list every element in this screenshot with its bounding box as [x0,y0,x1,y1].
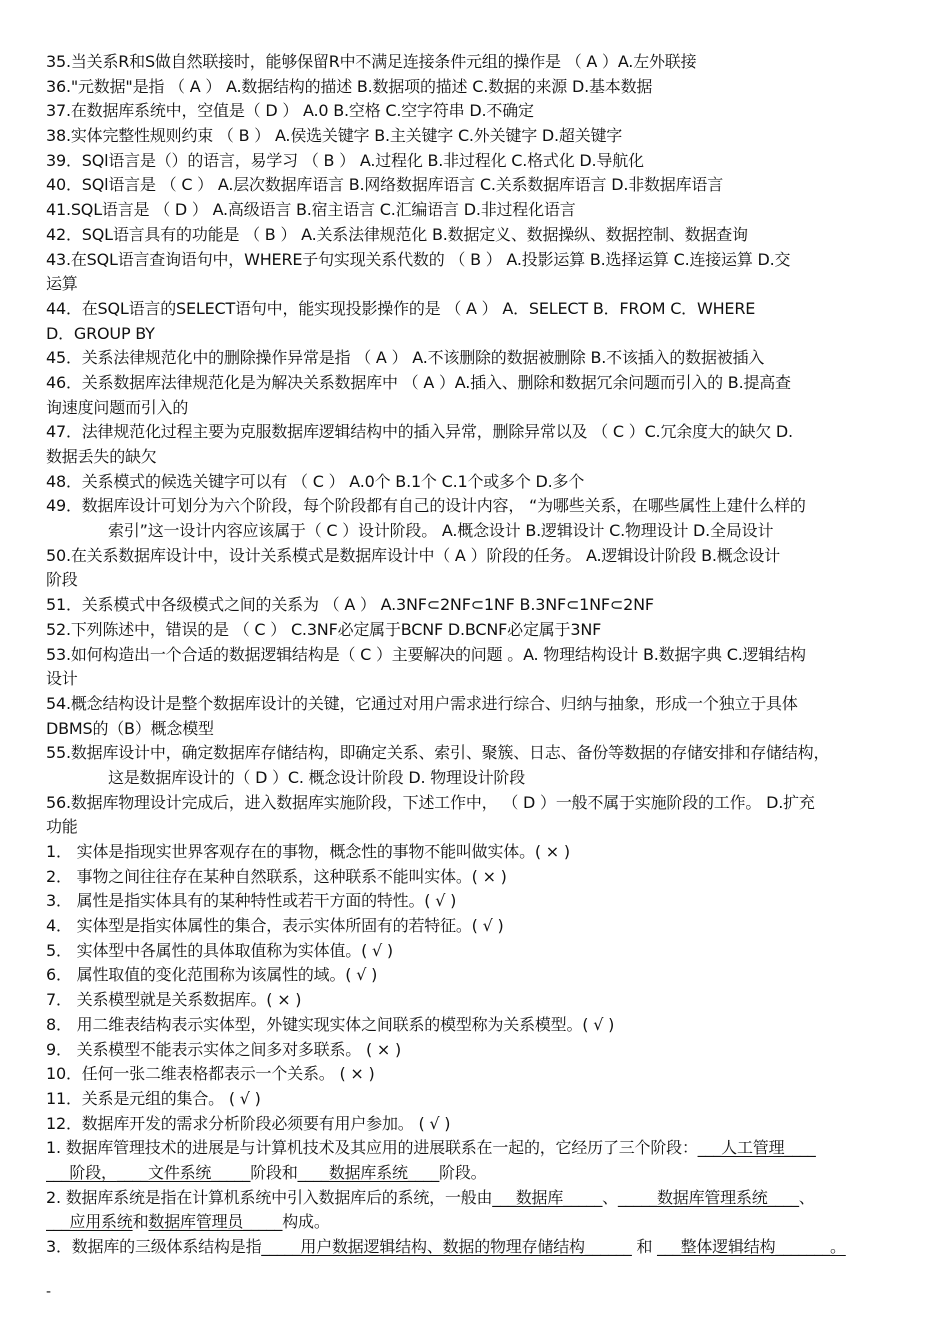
question-46-line2: 询速度问题而引入的 [46,397,189,417]
fill-2-answer-4: 数据库管理员_____ [148,1212,283,1232]
question-43-line2: 运算 [46,274,78,294]
fill-2-answer-3: ___应用系统 [46,1212,133,1232]
fill-2-answer-2: _____数据库管理系统____ [617,1187,799,1207]
fill-1-connector: 阶段和 [250,1162,298,1182]
fill-3-line1 [46,1235,912,1260]
question-55-line2: 这是数据库设计的（ D ）C. 概念设计阶段 D. 物理设计阶段 [108,767,526,787]
fill-2-connector: 和 [132,1212,149,1232]
question-45: 45．关系法律规范化中的删除操作异常是指 （ A ） A.不该删除的数据被删除 B.不该插入的数据被插入 [46,348,765,368]
fill-2-sep-2: 、 [798,1187,815,1207]
fill-1-line1 [46,1136,912,1161]
fill-1-answer-1: ___人工管理____ [697,1138,816,1158]
fill-1-answer-2: ____文件系统_____ [116,1162,251,1182]
fill-1-blank-tail: ___阶段， [46,1162,117,1182]
judgement-10: 10．任何一张二维表格都表示一个关系。 ( × ) [46,1064,375,1084]
question-43-line1: 43.在SQL语言查询语句中，WHERE子句实现关系代数的 （ B ） A.投影运算 B.选择运算 C.连接运算 D.交 [46,249,791,269]
question-39: 39．SQl语言是（）的语言，易学习 （ B ） A.过程化 B.非过程化 C.格式化 D.导航化 [46,150,644,170]
judgement-4: 4． 实体型是指实体属性的集合，表示实体所固有的若特征。( √ ) [46,916,504,936]
document-page [46,50,912,1260]
question-49-line2: 索引”这一设计内容应该属于（ C ）设计阶段。 A.概念设计 B.逻辑设计 C.物理设计 D.全局设计 [108,521,774,541]
question-50-line2: 阶段 [46,570,78,590]
question-37: 37.在数据库系统中，空值是（ D ） A.0 B.空格 C.空字符串 D.不确定 [46,101,534,121]
fill-2-line2 [46,1210,912,1235]
question-52: 52.下列陈述中，错误的是 （ C ） C.3NF必定属于BCNF D.BCNF必定属于3NF [46,619,602,639]
question-47-line1: 47．法律规范化过程主要为克服数据库逻辑结构中的插入异常，删除异常以及 （ C ）C.冗余度大的缺欠 D. [46,422,793,442]
fill-2-answer-1: ___数据库_____ [492,1187,603,1207]
fill-1-end: 阶段。 [439,1162,487,1182]
judgement-5: 5． 实体型中各属性的具体取值称为实体值。( √ ) [46,940,393,960]
question-44-line2: D．GROUP BY [46,323,155,343]
judgement-8: 8． 用二维表结构表示实体型，外键实现实体之间联系的模型称为关系模型。( √ ) [46,1014,615,1034]
question-55-line1: 55.数据库设计中，确定数据库存储结构，即确定关系、索引、聚簇、日志、备份等数据的存储安排和存储结构， [46,743,830,763]
question-56-line1: 56.数据库物理设计完成后，进入数据库实施阶段，下述工作中， （ D ）一般不属于实施阶段的工作。 D.扩充 [46,792,815,812]
question-50-line1: 50.在关系数据库设计中，设计关系模式是数据库设计中（ A ）阶段的任务。 A.逻辑设计阶段 B.概念设计 [46,545,780,565]
fill-3-connector: 和 [631,1237,658,1256]
fill-3-answer-1: _____用户数据逻辑结构、数据的物理存储结构______ [261,1237,632,1256]
fill-1-answer-3: ____数据库系统____ [297,1162,440,1182]
judgement-2: 2． 事物之间往往存在某种自然联系，这种联系不能叫实体。( × ) [46,866,507,886]
question-36: 36."元数据"是指 （ A ） A.数据结构的描述 B.数据项的描述 C.数据的来源 D.基本数据 [46,76,653,96]
question-38: 38.实体完整性规则约束 （ B ） A.侯选关键字 B.主关键字 C.外关键字 D.超关键字 [46,126,623,146]
judgement-9: 9． 关系模型不能表示实体之间多对多联系。 ( × ) [46,1039,402,1059]
fill-2-prompt: 2. 数据库系统是指在计算机系统中引入数据库后的系统，一般由 [46,1187,493,1207]
fill-1-line2 [46,1161,912,1186]
judgement-12: 12．数据库开发的需求分析阶段必须要有用户参加。 ( √ ) [46,1113,451,1133]
question-53-line2: 设计 [46,669,78,689]
judgement-1: 1． 实体是指现实世界客观存在的事物，概念性的事物不能叫做实体。( × ) [46,842,570,861]
question-41: 41.SQL语言是 （ D ） A.高级语言 B.宿主语言 C.汇编语言 D.非过程化语言 [46,200,576,220]
fill-3-answer-2: ___整体逻辑结构_______ [657,1237,830,1256]
question-48: 48．关系模式的候选关键字可以有 （ C ） A.0个 B.1个 C.1个或多个 D.多个 [46,471,585,491]
fill-2-end: 构成。 [282,1212,330,1232]
question-42: 42．SQL语言具有的功能是 （ B ） A.关系法律规范化 B.数据定义、数据操纵、数据控制、数据查询 [46,224,748,244]
question-49-line1: 49．数据库设计可划分为六个阶段，每个阶段都有自己的设计内容， “为哪些关系，在哪些属性上建什么样的 [46,496,806,516]
question-35: 35.当关系R和S做自然联接时，能够保留R中不满足连接条件元组的操作是 （ A ）A.左外联接 [46,52,697,71]
question-46-line1: 46．关系数据库法律规范化是为解决关系数据库中 （ A ）A.插入、删除和数据冗余问题而引入的 B.提高查 [46,372,791,392]
question-40: 40．SQl语言是 （ C ） A.层次数据库语言 B.网络数据库语言 C.关系数据库语言 D.非数据库语言 [46,175,724,195]
fill-1-prompt: 1. 数据库管理技术的进展是与计算机技术及其应用的进展联系在一起的，它经历了三个阶段： [46,1138,698,1158]
judgement-7: 7． 关系模型就是关系数据库。( × ) [46,990,302,1010]
fill-2-line1 [46,1186,912,1211]
question-47-line2: 数据丢失的缺欠 [46,447,157,466]
question-51: 51．关系模式中各级模式之间的关系为 （ A ） A.3NF⊂2NF⊂1NF B.3NF⊂1NF⊂2NF [46,595,654,615]
judgement-6: 6． 属性取值的变化范围称为该属性的域。( √ ) [46,965,378,985]
question-54-line1: 54.概念结构设计是整个数据库设计的关键，它通过对用户需求进行综合、归纳与抽象，形成一个独立于具体 [46,693,798,713]
footer-dash: - [46,1284,52,1300]
fill-2-sep-1: 、 [602,1187,618,1207]
fill-3-prompt: 3．数据库的三级体系结构是指 [46,1237,262,1256]
fill-3-end: 。 [829,1237,846,1256]
question-56-line2: 功能 [46,817,78,837]
judgement-11: 11．关系是元组的集合。 ( √ ) [46,1088,261,1108]
question-53-line1: 53.如何构造出一个合适的数据逻辑结构是（ C ）主要解决的问题 。A. 物理结构设计 B.数据字典 C.逻辑结构 [46,644,806,664]
question-44-line1: 44．在SQL语言的SELECT语句中，能实现投影操作的是 （ A ） A．SELECT B．FROM C．WHERE [46,298,756,318]
question-54-line2: DBMS的（B）概念模型 [46,718,214,738]
judgement-3: 3． 属性是指实体具有的某种特性或若干方面的特性。( √ ) [46,891,457,911]
